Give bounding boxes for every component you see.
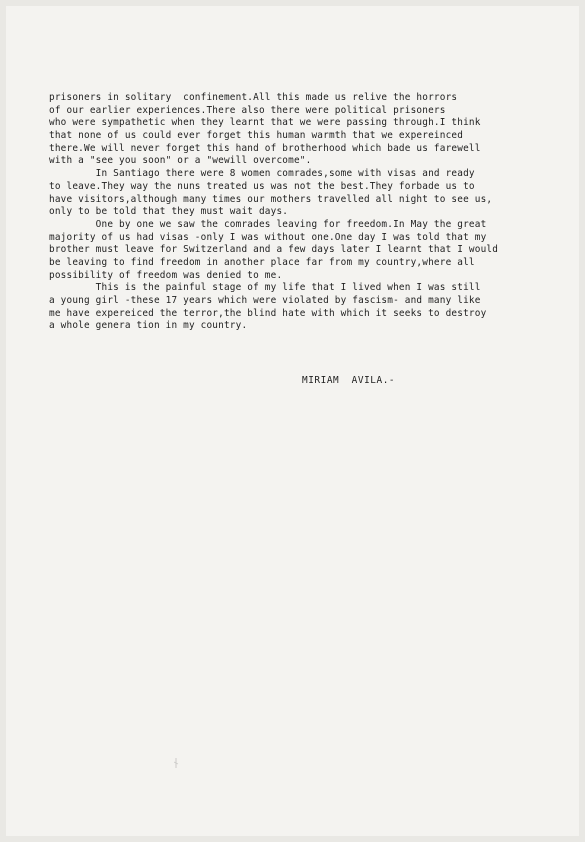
text-line: prisoners in solitary confinement.All this made us relive the horrors bbox=[49, 92, 458, 103]
text-line: of our earlier experiences.There also there were political prisoners bbox=[49, 104, 446, 116]
text-line: that none of us could ever forget this human warmth that we expereinced bbox=[49, 130, 464, 142]
text-line: there.We will never forget this hand of brotherhood which bade us farewell bbox=[49, 142, 481, 154]
typewritten-body bbox=[49, 92, 549, 333]
text-line: In Santiago there were 8 women comrades,some with visas and ready bbox=[49, 168, 475, 180]
text-line: possibility of freedom was denied to me. bbox=[49, 269, 283, 281]
text-line: have visitors,although many times our mothers travelled all night to see us, bbox=[49, 193, 493, 205]
text-line: only to be told that they must wait days. bbox=[49, 206, 289, 218]
text-line: a whole genera tion in my country. bbox=[49, 320, 248, 332]
text-line: be leaving to find freedom in another place far from my country,where all bbox=[49, 256, 475, 268]
text-line: One by one we saw the comrades leaving for freedom.In May the great bbox=[49, 218, 487, 230]
text-line: majority of us had visas -only I was without one.One day I was told that my bbox=[49, 231, 487, 243]
paper-mark bbox=[174, 758, 179, 768]
signature: MIRIAM AVILA.- bbox=[302, 375, 396, 386]
text-line: This is the painful stage of my life that I lived when I was still bbox=[49, 282, 481, 294]
text-line: a young girl -these 17 years which were violated by fascism- and many like bbox=[49, 295, 481, 306]
text-line: who were sympathetic when they learnt that we were passing through.I think bbox=[49, 117, 481, 129]
text-line: to leave.They way the nuns treated us was not the best.They forbade us to bbox=[49, 180, 475, 192]
text-line: with a "see you soon" or a "wewill overcome". bbox=[49, 155, 312, 167]
text-line: brother must leave for Switzerland and a few days later I learnt that I would bbox=[49, 244, 499, 256]
text-line: me have expereiced the terror,the blind hate with which it seeks to destroy bbox=[49, 307, 487, 319]
